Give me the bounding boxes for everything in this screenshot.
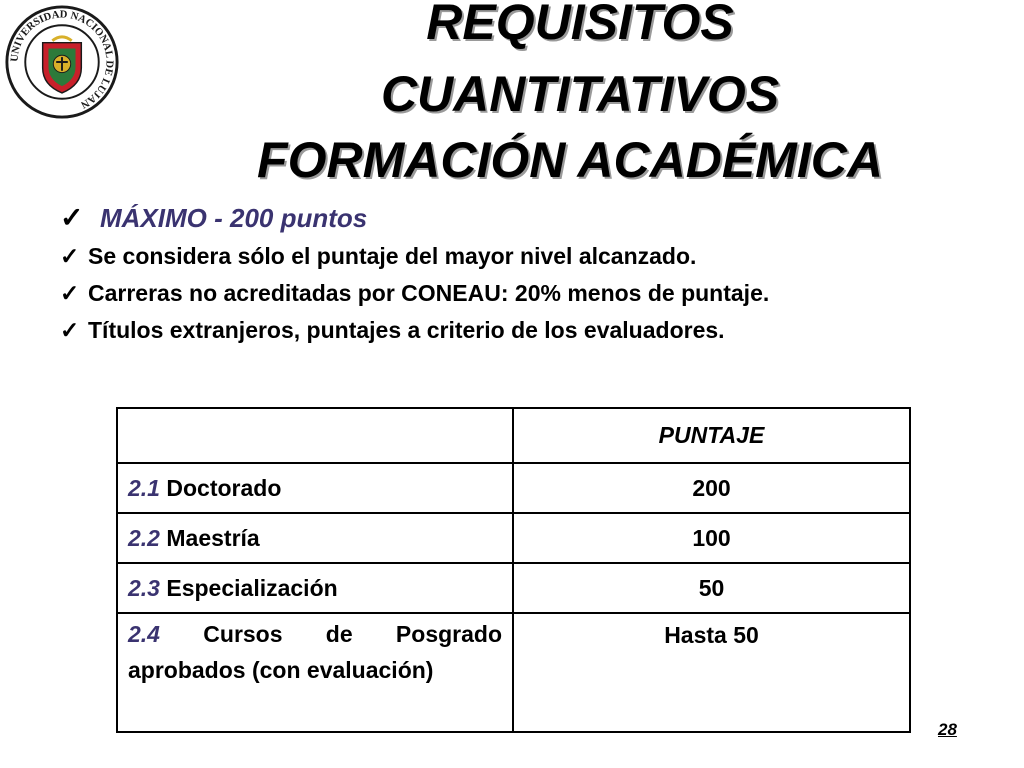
university-seal-logo [4, 4, 120, 120]
table-header-cell: PUNTAJE [513, 408, 910, 463]
degree-code: 2.1 [128, 474, 160, 501]
degree-code: 2.4 [128, 621, 160, 647]
table-header-cell [117, 408, 513, 463]
checkmark-icon: ✓ [60, 317, 80, 343]
title-line-3: FORMACIÓN ACADÉMICA [257, 132, 883, 188]
svg-text:UNIVERSIDAD NACIONAL DE LUJAN: UNIVERSIDAD NACIONAL DE LUJAN [9, 9, 115, 110]
checkmark-icon: ✓ [60, 243, 80, 269]
degree-label: Maestría [166, 524, 260, 551]
table-row [117, 513, 910, 563]
bullet-item [60, 312, 769, 349]
bullet-item [60, 198, 769, 238]
checkmark-icon: ✓ [60, 202, 84, 233]
bullet-list [60, 198, 769, 349]
score-cell: 50 [513, 563, 910, 613]
title-line-2: CUANTITATIVOS [380, 66, 780, 122]
checkmark-icon: ✓ [60, 280, 80, 306]
degree-cell [117, 513, 513, 563]
score-table [116, 407, 911, 733]
degree-cell [117, 613, 513, 732]
bullet-text: MÁXIMO - 200 puntos [100, 203, 368, 233]
degree-code: 2.3 [128, 574, 160, 601]
title-line-1: REQUISITOS [426, 0, 734, 50]
bullet-text: Carreras no acreditadas por CONEAU: 20% menos de puntaje. [88, 280, 770, 306]
degree-label: Cursos de Posgrado aprobados (con evaluación) [128, 621, 503, 683]
page-number: 28 [938, 720, 957, 739]
bullet-item [60, 275, 769, 312]
degree-cell [117, 463, 513, 513]
degree-cell [117, 563, 513, 613]
table-row [117, 463, 910, 513]
table-header-row [117, 408, 910, 463]
score-cell: 200 [513, 463, 910, 513]
table-row [117, 613, 910, 732]
score-cell: 100 [513, 513, 910, 563]
bullet-text: Se considera sólo el puntaje del mayor nivel alcanzado. [88, 243, 697, 269]
degree-label: Doctorado [166, 474, 282, 501]
bullet-item [60, 238, 769, 275]
degree-code: 2.2 [128, 524, 160, 551]
score-cell: Hasta 50 [513, 613, 910, 732]
degree-label: Especialización [166, 574, 338, 601]
table-row [117, 563, 910, 613]
bullet-text: Títulos extranjeros, puntajes a criterio de los evaluadores. [88, 317, 725, 343]
